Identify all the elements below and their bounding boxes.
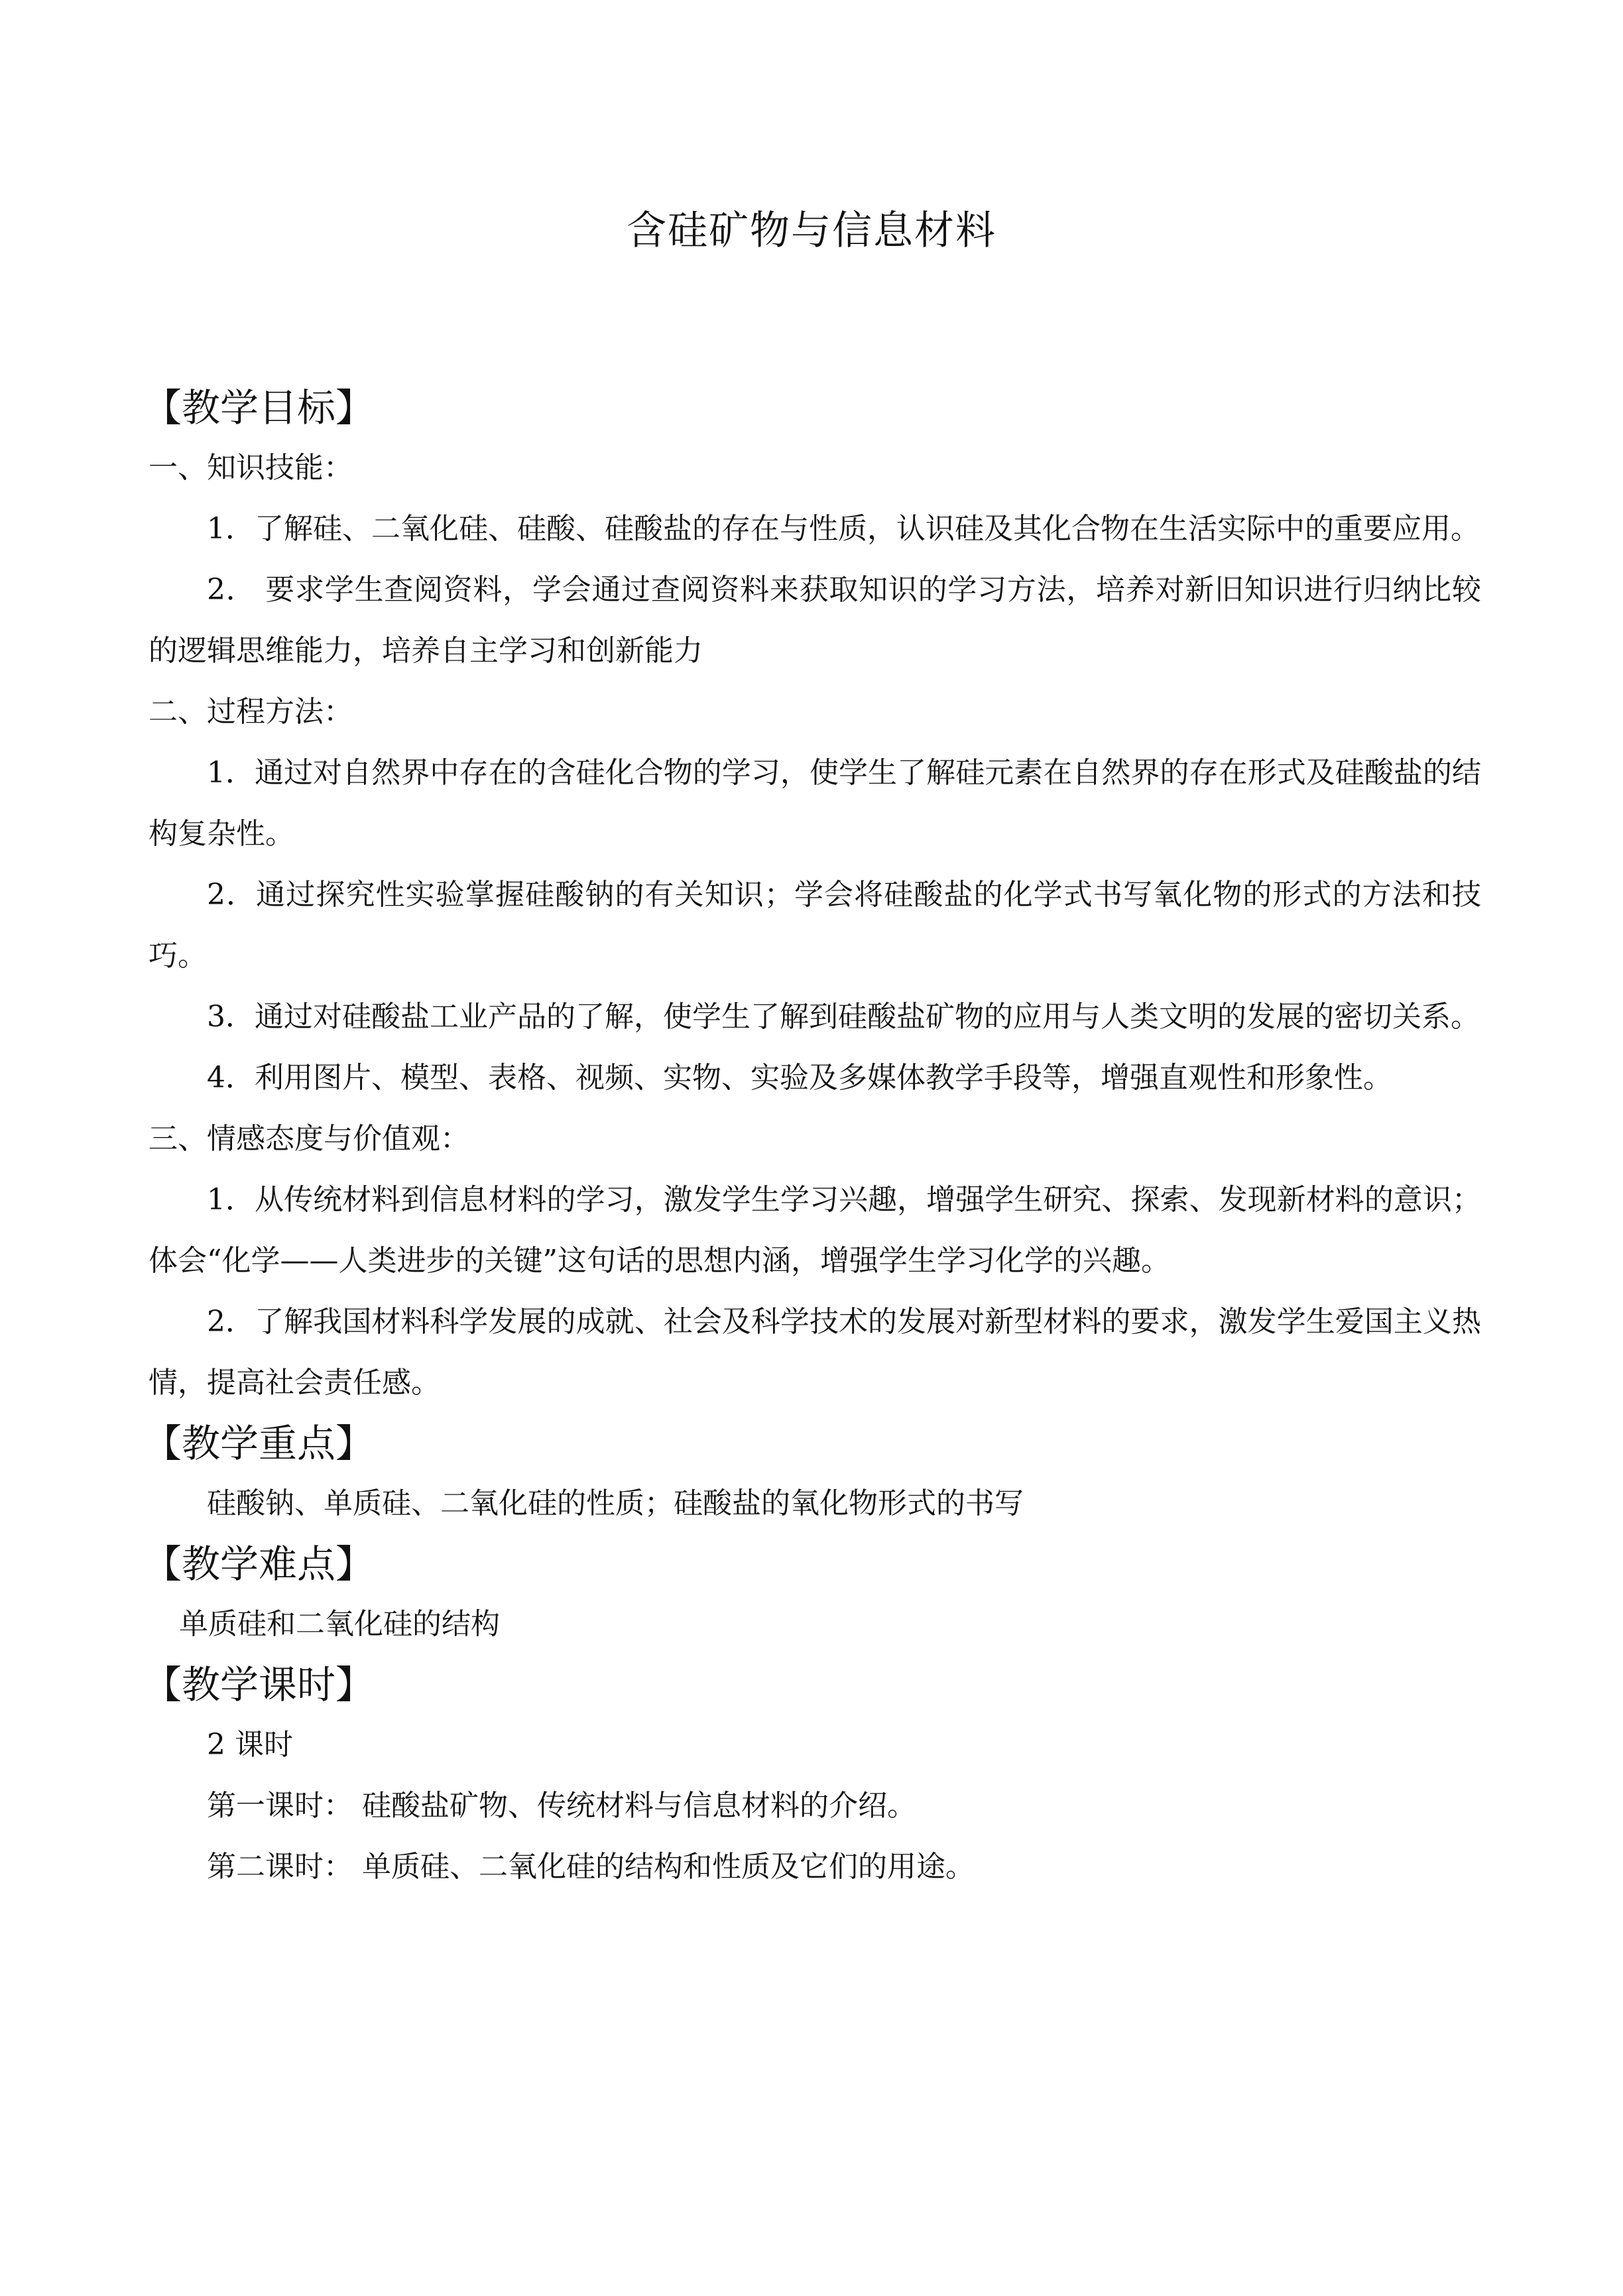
label-knowledge: 一、知识技能： bbox=[149, 451, 353, 485]
document-body bbox=[143, 378, 1481, 1898]
key-points-text: 硅酸钠、单质硅、二氧化硅的性质；硅酸盐的氧化物形式的书写 bbox=[207, 1486, 1024, 1520]
knowledge-item-1: 1．了解硅、二氧化硅、硅酸、硅酸盐的存在与性质，认识硅及其化合物在生活实际中的重要应用。 bbox=[207, 512, 1480, 546]
difficulties-text: 单质硅和二氧化硅的结构 bbox=[179, 1607, 500, 1641]
heading-hours: 【教学课时】 bbox=[143, 1662, 375, 1707]
process-item-1: 1．通过对自然界中存在的含硅化合物的学习，使学生了解硅元素在自然界的存在形式及硅酸盐的结构复杂性。 bbox=[149, 756, 1481, 851]
hours-total: 2 课时 bbox=[207, 1728, 293, 1762]
label-attitude: 三、情感态度与价值观： bbox=[149, 1122, 469, 1156]
lesson-1: 第一课时： 硅酸盐矿物、传统材料与信息材料的介绍。 bbox=[207, 1789, 916, 1823]
process-item-2: 2．通过探究性实验掌握硅酸钠的有关知识；学会将硅酸盐的化学式书写氧化物的形式的方法和技巧。 bbox=[149, 878, 1481, 973]
heading-objectives: 【教学目标】 bbox=[143, 385, 375, 430]
heading-key-points: 【教学重点】 bbox=[143, 1421, 375, 1466]
lesson-2: 第二课时： 单质硅、二氧化硅的结构和性质及它们的用途。 bbox=[207, 1850, 975, 1884]
attitude-item-2: 2．了解我国材料科学发展的成就、社会及科学技术的发展对新型材料的要求，激发学生爱国主义热情，提高社会责任感。 bbox=[149, 1305, 1481, 1400]
label-process: 二、过程方法： bbox=[149, 695, 353, 729]
process-item-3: 3．通过对硅酸盐工业产品的了解，使学生了解到硅酸盐矿物的应用与人类文明的发展的密切关系。 bbox=[207, 1000, 1480, 1034]
process-item-4: 4．利用图片、模型、表格、视频、实物、实验及多媒体教学手段等，增强直观性和形象性。 bbox=[207, 1061, 1392, 1095]
heading-difficulties: 【教学难点】 bbox=[143, 1541, 375, 1587]
attitude-item-1: 1．从传统材料到信息材料的学习，激发学生学习兴趣，增强学生研究、探索、发现新材料的意识；体会“化学——人类进步的关键”这句话的思想内涵，增强学生学习化学的兴趣。 bbox=[149, 1183, 1481, 1278]
knowledge-item-2: 2． 要求学生查阅资料，学会通过查阅资料来获取知识的学习方法，培养对新旧知识进行归纳比较的逻辑思维能力，培养自主学习和创新能力 bbox=[149, 573, 1481, 668]
document-title: 含硅矿物与信息材料 bbox=[627, 208, 996, 254]
